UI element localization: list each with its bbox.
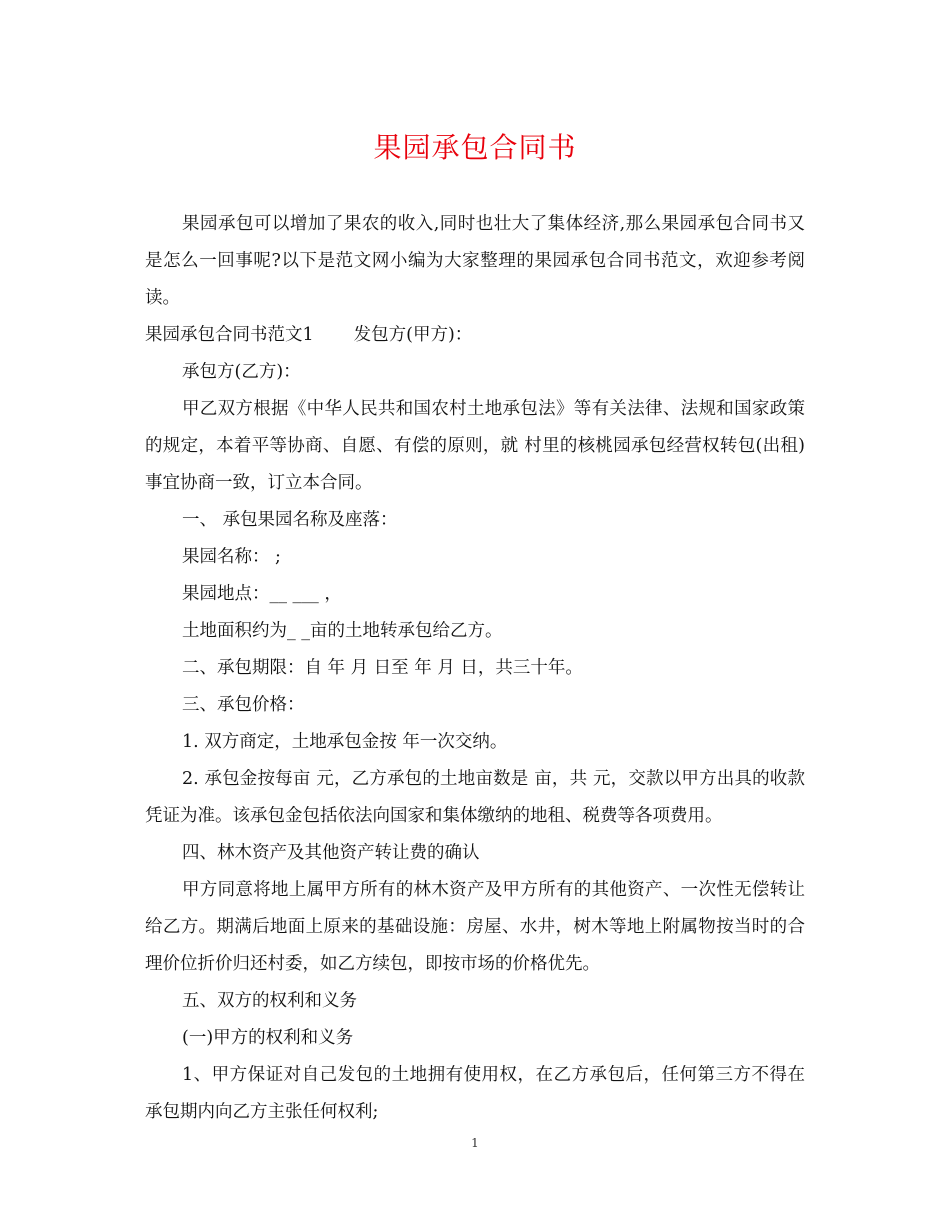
section-4-heading: 四、林木资产及其他资产转让费的确认 xyxy=(182,843,480,863)
sample-heading-line xyxy=(145,317,805,354)
document-body xyxy=(145,206,805,1131)
orchard-name-line: 果园名称： ; xyxy=(182,547,281,567)
page-number: 1 xyxy=(471,1136,479,1150)
party-a-label: 发包方(甲方)： xyxy=(353,325,473,345)
intro-paragraph: 果园承包可以增加了果农的收入,同时也壮大了集体经济,那么果园承包合同书又是怎么一回事呢?以下是范文网小编为大家整理的果园承包合同书范文，欢迎参考阅读。 xyxy=(145,214,805,308)
party-b-label: 承包方(乙方)： xyxy=(182,362,301,382)
section-5-heading: 五、双方的权利和义务 xyxy=(182,991,357,1011)
section-5-subheading: (一)甲方的权利和义务 xyxy=(182,1028,354,1048)
document-title: 果园承包合同书 xyxy=(373,131,577,164)
sample-heading: 果园承包合同书范文1 xyxy=(145,325,314,345)
section-5-item-1: 1、甲方保证对自己发包的土地拥有使用权，在乙方承包后，任何第三方不得在承包期内向乙方主张任何权利; xyxy=(145,1065,805,1122)
section-3-heading: 三、承包价格： xyxy=(182,695,305,715)
section-1-heading: 一、 承包果园名称及座落： xyxy=(182,510,398,530)
section-3-item-2: 2. 承包金按每亩 元，乙方承包的土地亩数是 亩，共 元，交款以甲方出具的收款凭证为准。该承包金包括依法向国家和集体缴纳的地租、税费等各项费用。 xyxy=(145,769,805,826)
section-4-body: 甲方同意将地上属甲方所有的林木资产及甲方所有的其他资产、一次性无偿转让给乙方。期满后地面上原来的基础设施：房屋、水井，树木等地上附属物按当时的合理价位折价归还村委，如乙方续包，即按市场的价格优先。 xyxy=(145,880,805,974)
section-2-term: 二、承包期限：自 年 月 日至 年 月 日，共三十年。 xyxy=(182,658,583,678)
preamble-paragraph: 甲乙双方根据《中华人民共和国农村土地承包法》等有关法律、法规和国家政策的规定，本着平等协商、自愿、有偿的原则，就 村里的核桃园承包经营权转包(出租)事宜协商一致，订立本合同。 xyxy=(145,399,805,493)
section-3-item-1: 1. 双方商定，土地承包金按 年一次交纳。 xyxy=(182,732,508,752)
orchard-location-line: 果园地点：__ ___ ， xyxy=(182,584,342,604)
land-area-line: 土地面积约为_ _亩的土地转承包给乙方。 xyxy=(182,621,503,641)
